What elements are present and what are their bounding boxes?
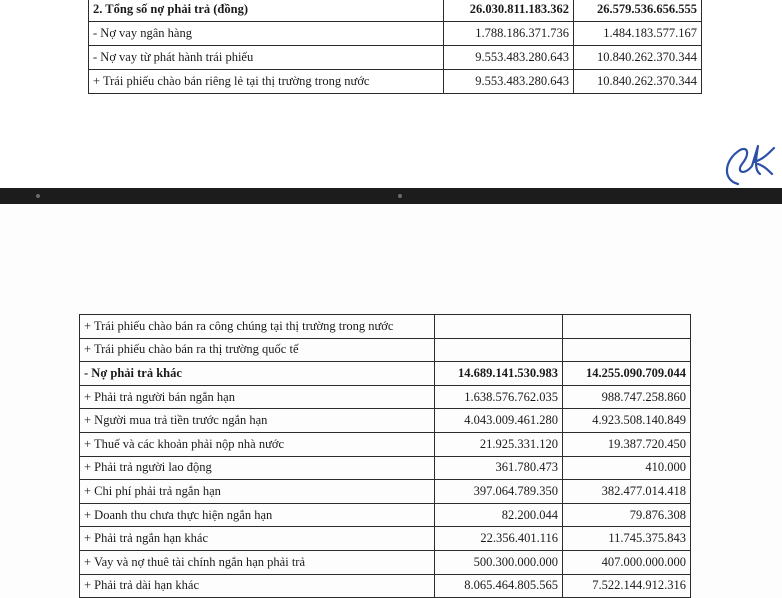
value-period-1 [435,315,563,339]
value-period-2: 382.477.014.418 [563,480,691,504]
row-label: + Phải trả người bán ngắn hạn [80,385,435,409]
value-period-2: 4.923.508.140.849 [563,409,691,433]
value-period-2: 11.745.375.843 [563,527,691,551]
row-label: + Phải trả người lao động [80,456,435,480]
row-label: + Doanh thu chưa thực hiện ngắn hạn [80,503,435,527]
table-row [80,550,691,574]
value-period-2: 79.876.308 [563,503,691,527]
table-row [89,70,702,94]
table-row [80,338,691,362]
value-period-1: 361.780.473 [435,456,563,480]
value-period-2: 10.840.262.370.344 [574,70,702,94]
value-period-1: 4.043.009.461.280 [435,409,563,433]
value-period-2 [563,315,691,339]
value-period-2: 1.484.183.577.167 [574,22,702,46]
value-period-1: 9.553.483.280.643 [444,46,574,70]
separator-mark [36,194,40,198]
row-label: - Nợ vay từ phát hành trái phiếu [89,46,444,70]
value-period-1: 1.788.186.371.736 [444,22,574,46]
value-period-2: 14.255.090.709.044 [563,362,691,386]
table-row [80,527,691,551]
document-page-top [0,0,782,188]
row-label: + Phải trả dài hạn khác [80,574,435,598]
value-period-1: 82.200.044 [435,503,563,527]
debt-summary-table-top [88,0,702,94]
row-label: + Phải trả ngắn hạn khác [80,527,435,551]
table-row [80,574,691,598]
row-label: 2. Tổng số nợ phải trả (đồng) [89,0,444,22]
separator-mark [398,194,402,198]
value-period-1: 21.925.331.120 [435,432,563,456]
table-row [80,432,691,456]
row-label: + Chi phí phải trả ngắn hạn [80,480,435,504]
value-period-2: 7.522.144.912.316 [563,574,691,598]
value-period-1: 26.030.811.183.362 [444,0,574,22]
table-row [80,409,691,433]
value-period-1: 9.553.483.280.643 [444,70,574,94]
row-label: + Thuế và các khoản phải nộp nhà nước [80,432,435,456]
row-label: - Nợ phải trả khác [80,362,435,386]
value-period-2: 407.000.000.000 [563,550,691,574]
value-period-1: 1.638.576.762.035 [435,385,563,409]
value-period-1: 22.356.401.116 [435,527,563,551]
debt-detail-table-bottom [79,314,691,598]
value-period-2: 410.000 [563,456,691,480]
row-label: + Người mua trả tiền trước ngắn hạn [80,409,435,433]
value-period-1: 500.300.000.000 [435,550,563,574]
table-row [80,385,691,409]
value-period-1 [435,338,563,362]
row-label: - Nợ vay ngân hàng [89,22,444,46]
value-period-2 [563,338,691,362]
page-separator [0,188,782,204]
row-label: + Vay và nợ thuê tài chính ngắn hạn phải trả [80,550,435,574]
table-row [89,22,702,46]
value-period-2: 19.387.720.450 [563,432,691,456]
table-row [89,0,702,22]
row-label: + Trái phiếu chào bán ra thị trường quốc tế [80,338,435,362]
table-row [80,456,691,480]
table-row [89,46,702,70]
value-period-1: 397.064.789.350 [435,480,563,504]
row-label: + Trái phiếu chào bán ra công chúng tại thị trường trong nước [80,315,435,339]
handwritten-signature [714,140,776,188]
value-period-1: 8.065.464.805.565 [435,574,563,598]
table-row [80,503,691,527]
table-row [80,480,691,504]
value-period-2: 988.747.258.860 [563,385,691,409]
table-row [80,315,691,339]
value-period-1: 14.689.141.530.983 [435,362,563,386]
table-row [80,362,691,386]
value-period-2: 26.579.536.656.555 [574,0,702,22]
value-period-2: 10.840.262.370.344 [574,46,702,70]
row-label: + Trái phiếu chào bán riêng lẻ tại thị trường trong nước [89,70,444,94]
